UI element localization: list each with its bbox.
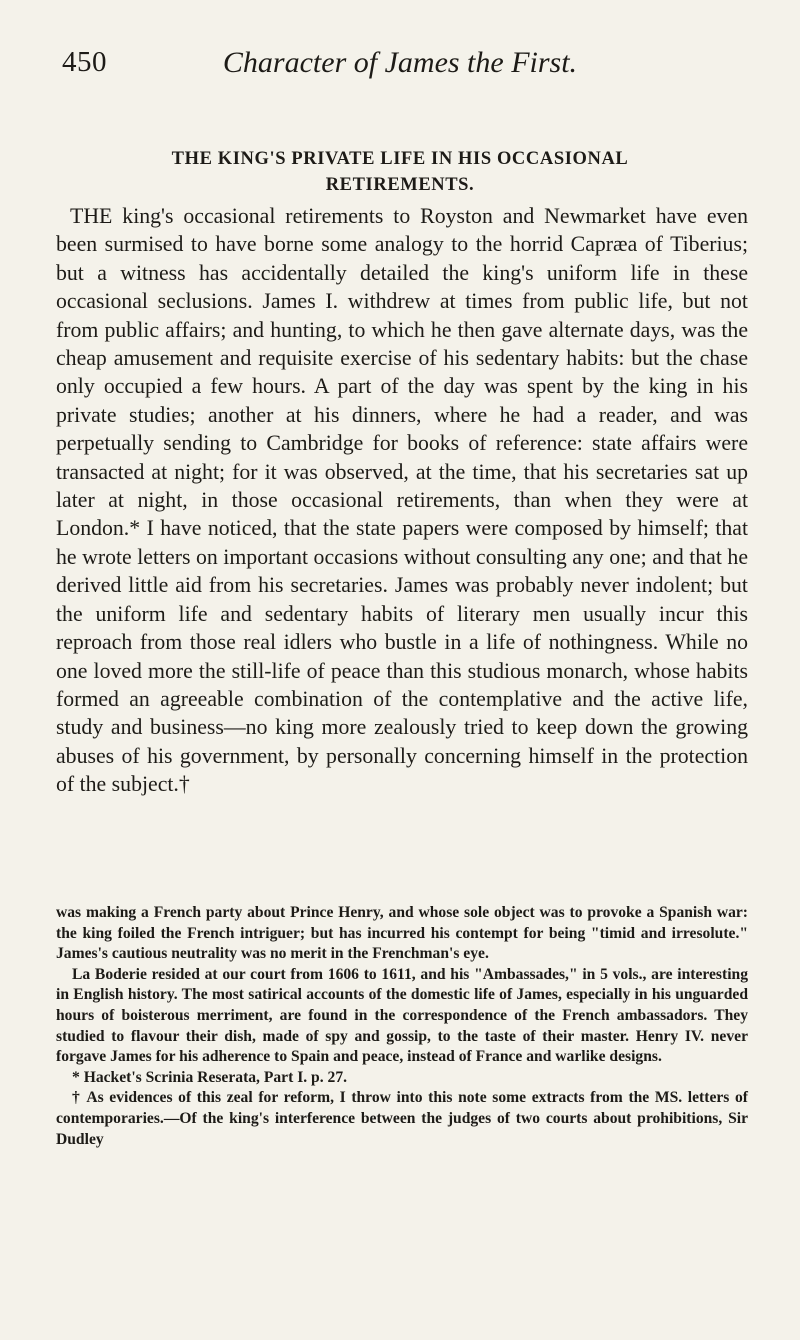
page-number: 450 — [62, 46, 107, 78]
footnote-star: * Hacket's Scrinia Reserata, Part I. p. 27. — [72, 1068, 348, 1086]
chapter-heading-line-1: THE KING'S PRIVATE LIFE IN HIS OCCASIONAL — [171, 149, 629, 169]
running-title: Character of James the First. — [222, 46, 578, 79]
chapter-heading-line-2: RETIREMENTS. — [325, 175, 475, 195]
footnote-la-boderie: La Boderie resided at our court from 1606 to 1611, and his "Ambassades," in 5 vols., are interesting in English history. The most satirical accounts of the domestic life of James, especially in his unguarded hours of boisterous merriment, are found in the correspondence of the French ambassadors. They studied to flavour their dish, made of spy and gossip, to the taste of their master. Henry IV. never forgave James for his adherence to Spain and peace, instead of France and warlike designs. — [56, 965, 748, 1066]
running-head — [62, 46, 738, 86]
chapter-heading — [120, 146, 680, 198]
body-paragraph: THE king's occasional retirements to Royston and Newmarket have even been surmised to have borne some analogy to the horrid Capræa of Tiberius; but a witness has accidentally detailed the king's uniform life in these occasional seclusions. James I. withdrew at times from public life, but not from public affairs; and hunting, to which he then gave alternate days, was the cheap amusement and requisite exercise of his sedentary habits: but the chase only occupied a few hours. A part of the day was spent by the king in his private studies; another at his dinners, where he had a reader, and was perpetually sending to Cambridge for books of reference: state affairs were transacted at night; for it was observed, at the time, that his secretaries sat up later at night, in those occasional retirements, than when they were at London.* I have noticed, that the state papers were composed by himself; that he wrote letters on important occasions without consulting any one; and that he derived little aid from his secretaries. James was probably never indolent; but the uniform life and sedentary habits of literary men usually incur this reproach from those real idlers who bustle in a life of nothingness. While no one loved more the still-life of peace than this studious monarch, whose habits formed an agreeable combination of the contemplative and the active life, study and business—no king more zealously tried to keep down the growing abuses of his government, by personally concerning himself in the protection of the subject.† — [56, 204, 748, 797]
footnote-continued: was making a French party about Prince Henry, and whose sole object was to provoke a Spanish war: the king foiled the French intriguer; but has incurred his contempt for being "timid and irresolute." James's cautious neutrality was no merit in the Frenchman's eye. — [56, 904, 748, 963]
footnotes — [56, 903, 748, 1150]
footnote-dagger: † As evidences of this zeal for reform, I throw into this note some extracts from the MS. letters of contemporaries.—Of the king's interference between the judges of two courts about prohibitions, Sir Dudley — [56, 1089, 748, 1148]
